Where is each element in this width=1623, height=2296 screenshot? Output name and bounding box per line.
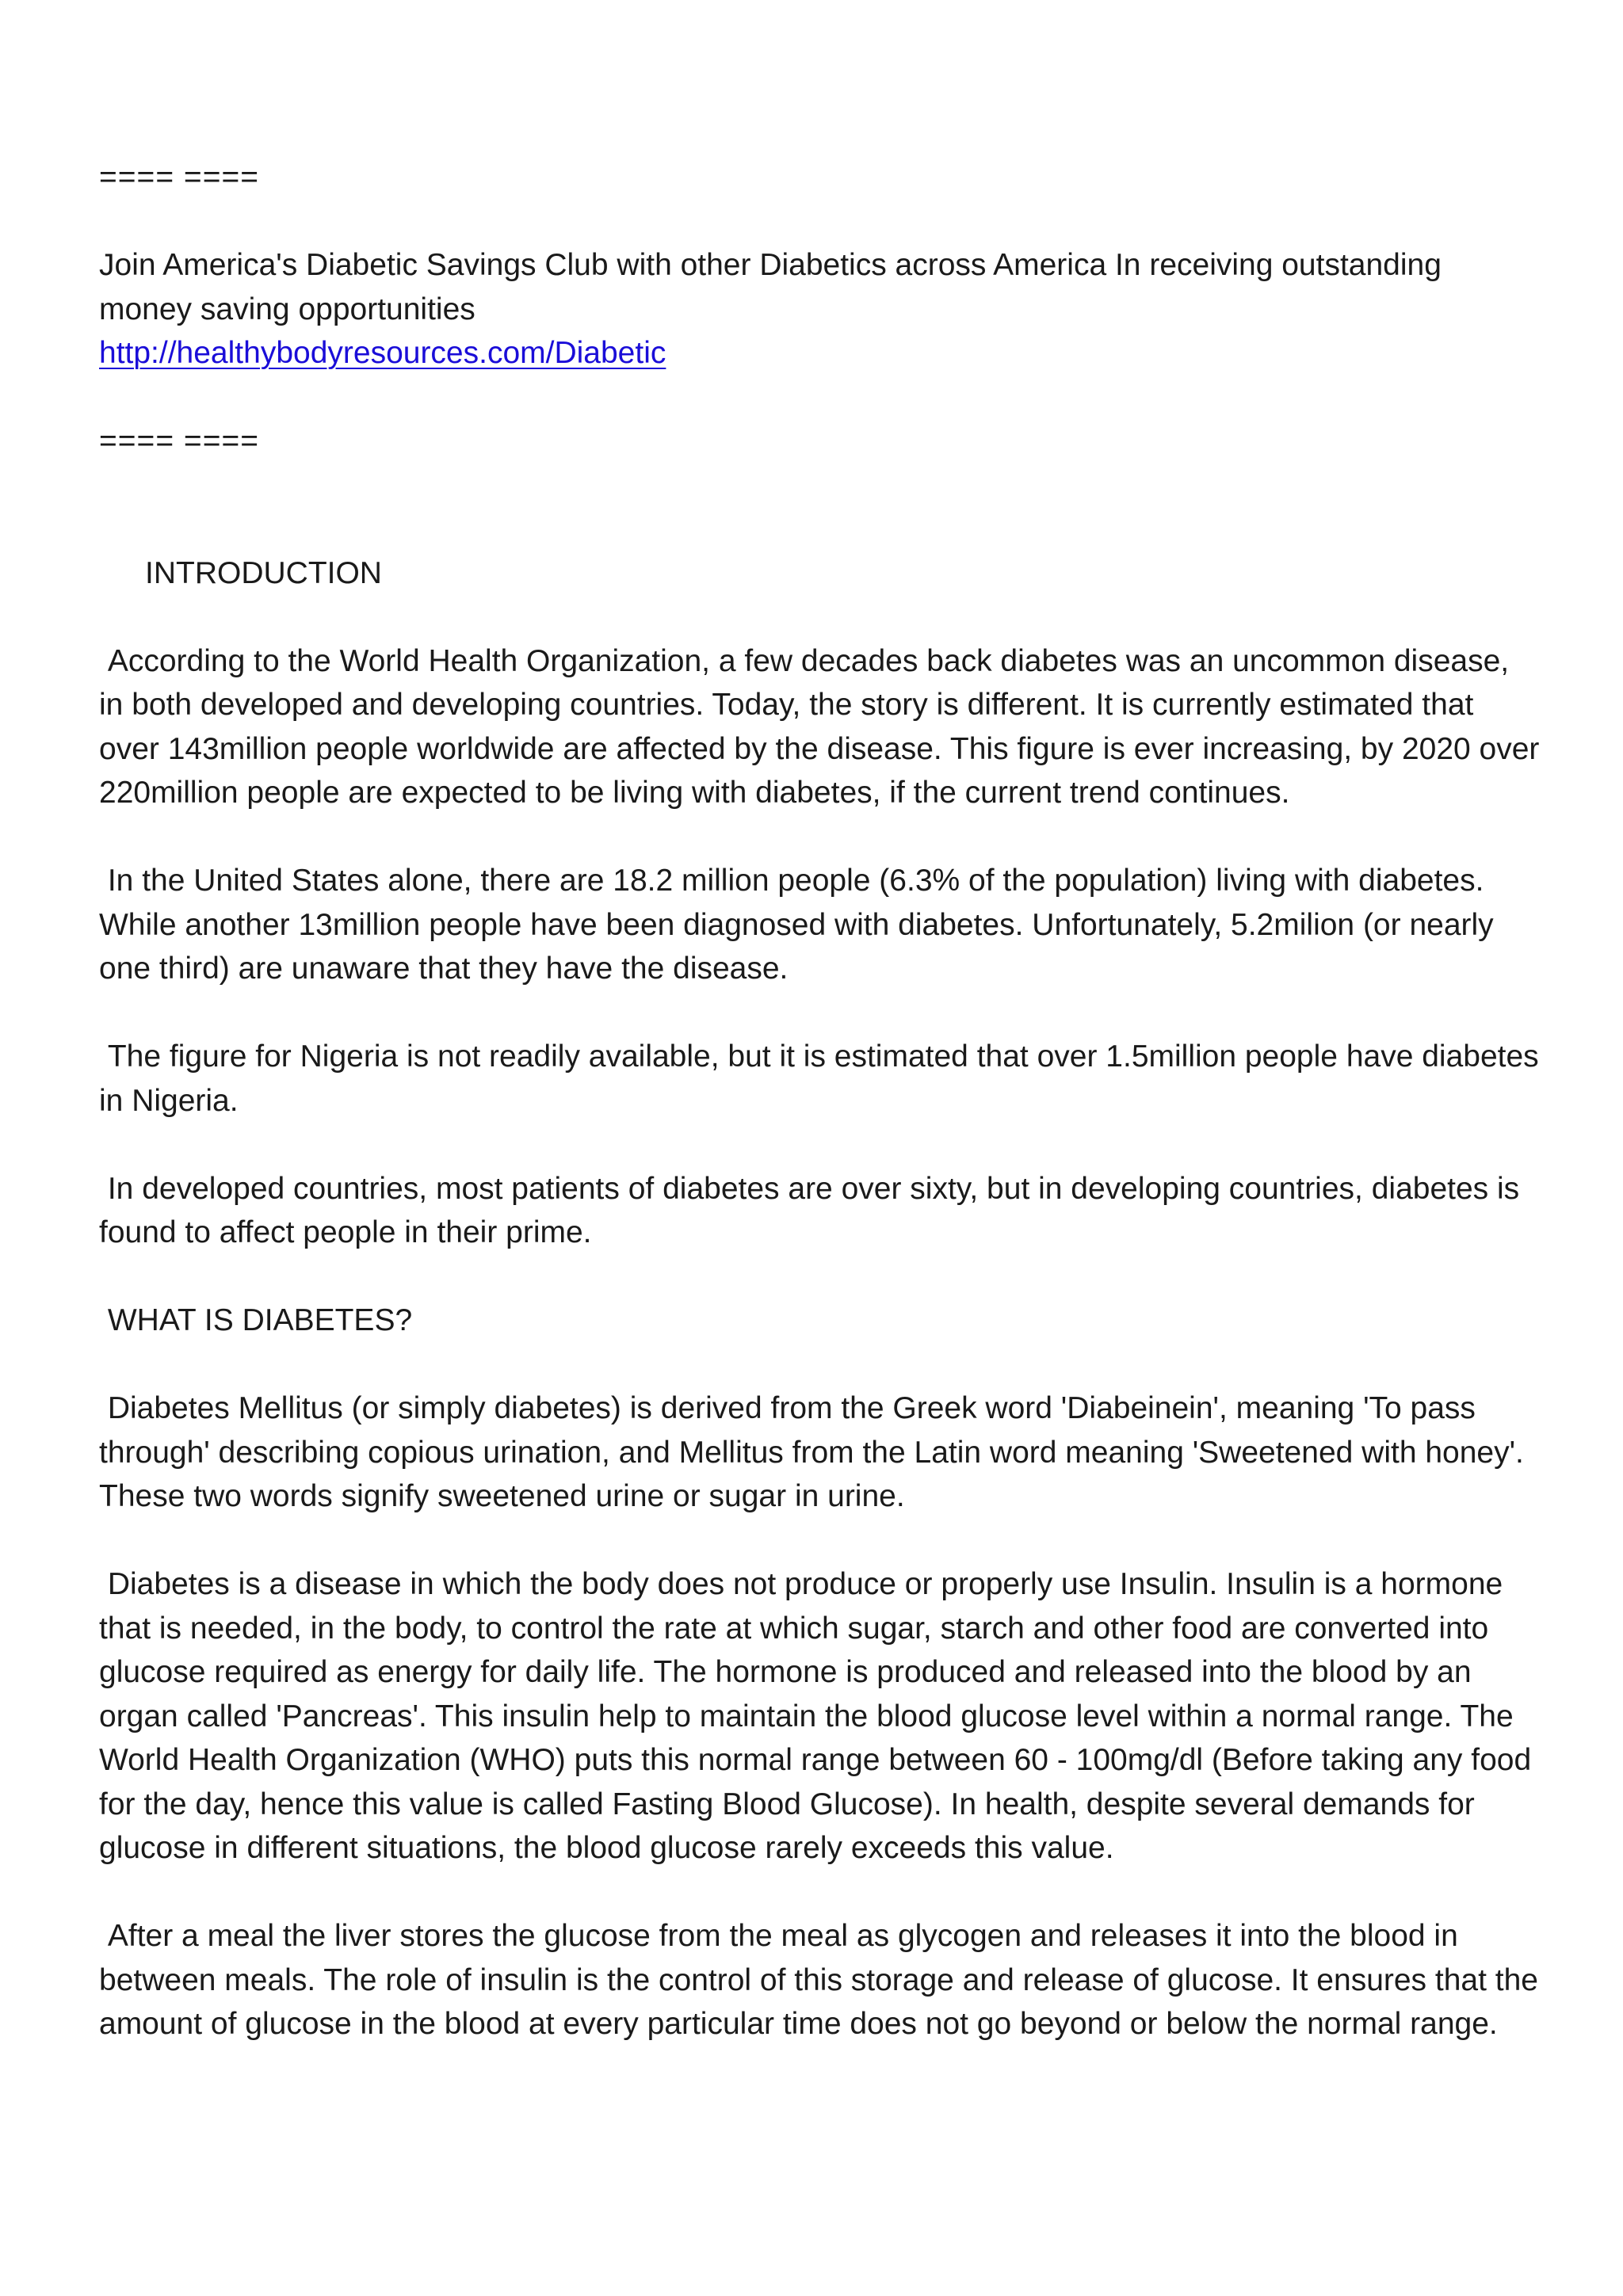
promo-link[interactable]: http://healthybodyresources.com/Diabetic <box>99 336 666 370</box>
intro-paragraph-3: The figure for Nigeria is not readily available, but it is estimated that over 1.5million people have diabetes in Nigeria. <box>99 1039 1548 1118</box>
spacer <box>99 815 1541 860</box>
spacer <box>99 200 1541 244</box>
what-heading: WHAT IS DIABETES? <box>99 1303 413 1337</box>
spacer <box>99 1255 1541 1299</box>
what-paragraph-3: After a meal the liver stores the glucose from the meal as glycogen and releases it into the blood in between meals. The role of insulin is the control of this storage and release of glucose. It ensures that the amount of glucose in the blood at every particular time does not go beyond or below the normal range. <box>99 1919 1547 2041</box>
intro-paragraph-4: In developed countries, most patients of diabetes are over sixty, but in developing countries, diabetes is found to affect people in their prime. <box>99 1171 1529 1249</box>
spacer <box>99 991 1541 1035</box>
spacer <box>99 1519 1541 1563</box>
intro-paragraph-1: According to the World Health Organization, a few decades back diabetes was an uncommon disease, in both developed and developing countries. Today, the story is different. It is currently estimated that over 143million people worldwide are affected by the disease. This figure is ever increasing, by 2020 over 220million people are expected to be living with diabetes, if the current trend continues. <box>99 643 1549 810</box>
spacer <box>99 595 1541 639</box>
promo-link-line <box>99 331 1541 376</box>
what-paragraph-1: Diabetes Mellitus (or simply diabetes) is derived from the Greek word 'Diabeinein', meaning 'To pass through' describing copious urination, and Mellitus from the Latin word meaning 'Sweetened with honey'. These two words signify sweetened urine or sugar in urine. <box>99 1391 1533 1513</box>
promo-text: Join America's Diabetic Savings Club with other Diabetics across America In receiving outstanding money saving opportunities <box>99 248 1442 326</box>
intro-heading: INTRODUCTION <box>145 555 382 590</box>
separator-top: ==== ==== <box>99 160 260 194</box>
spacer <box>99 376 1541 420</box>
spacer <box>99 1343 1541 1387</box>
separator-bottom: ==== ==== <box>99 424 260 458</box>
what-paragraph-2: Diabetes is a disease in which the body does not produce or properly use Insulin. Insulin is a hormone that is needed, in the body, to control the rate at which sugar, starch and other food are converted into glucose required as energy for daily life. The hormone is produced and released into the blood by an organ called 'Pancreas'. This insulin help to maintain the blood glucose level within a normal range. The World Health Organization (WHO) puts this normal range between 60 - 100mg/dl (Before taking any food for the day, hence this value is called Fasting Blood Glucose). In health, despite several demands for glucose in different situations, the blood glucose rarely exceeds this value. <box>99 1567 1541 1865</box>
document-page <box>99 155 1549 2046</box>
spacer <box>99 1871 1541 1915</box>
intro-paragraph-2: In the United States alone, there are 18.2 million people (6.3% of the population) living with diabetes. While another 13million people have been diagnosed with diabetes. Unfortunately, 5.2milion (or nearly one third) are unaware that they have the disease. <box>99 864 1503 986</box>
spacer <box>99 1123 1541 1167</box>
spacer <box>99 463 1541 551</box>
